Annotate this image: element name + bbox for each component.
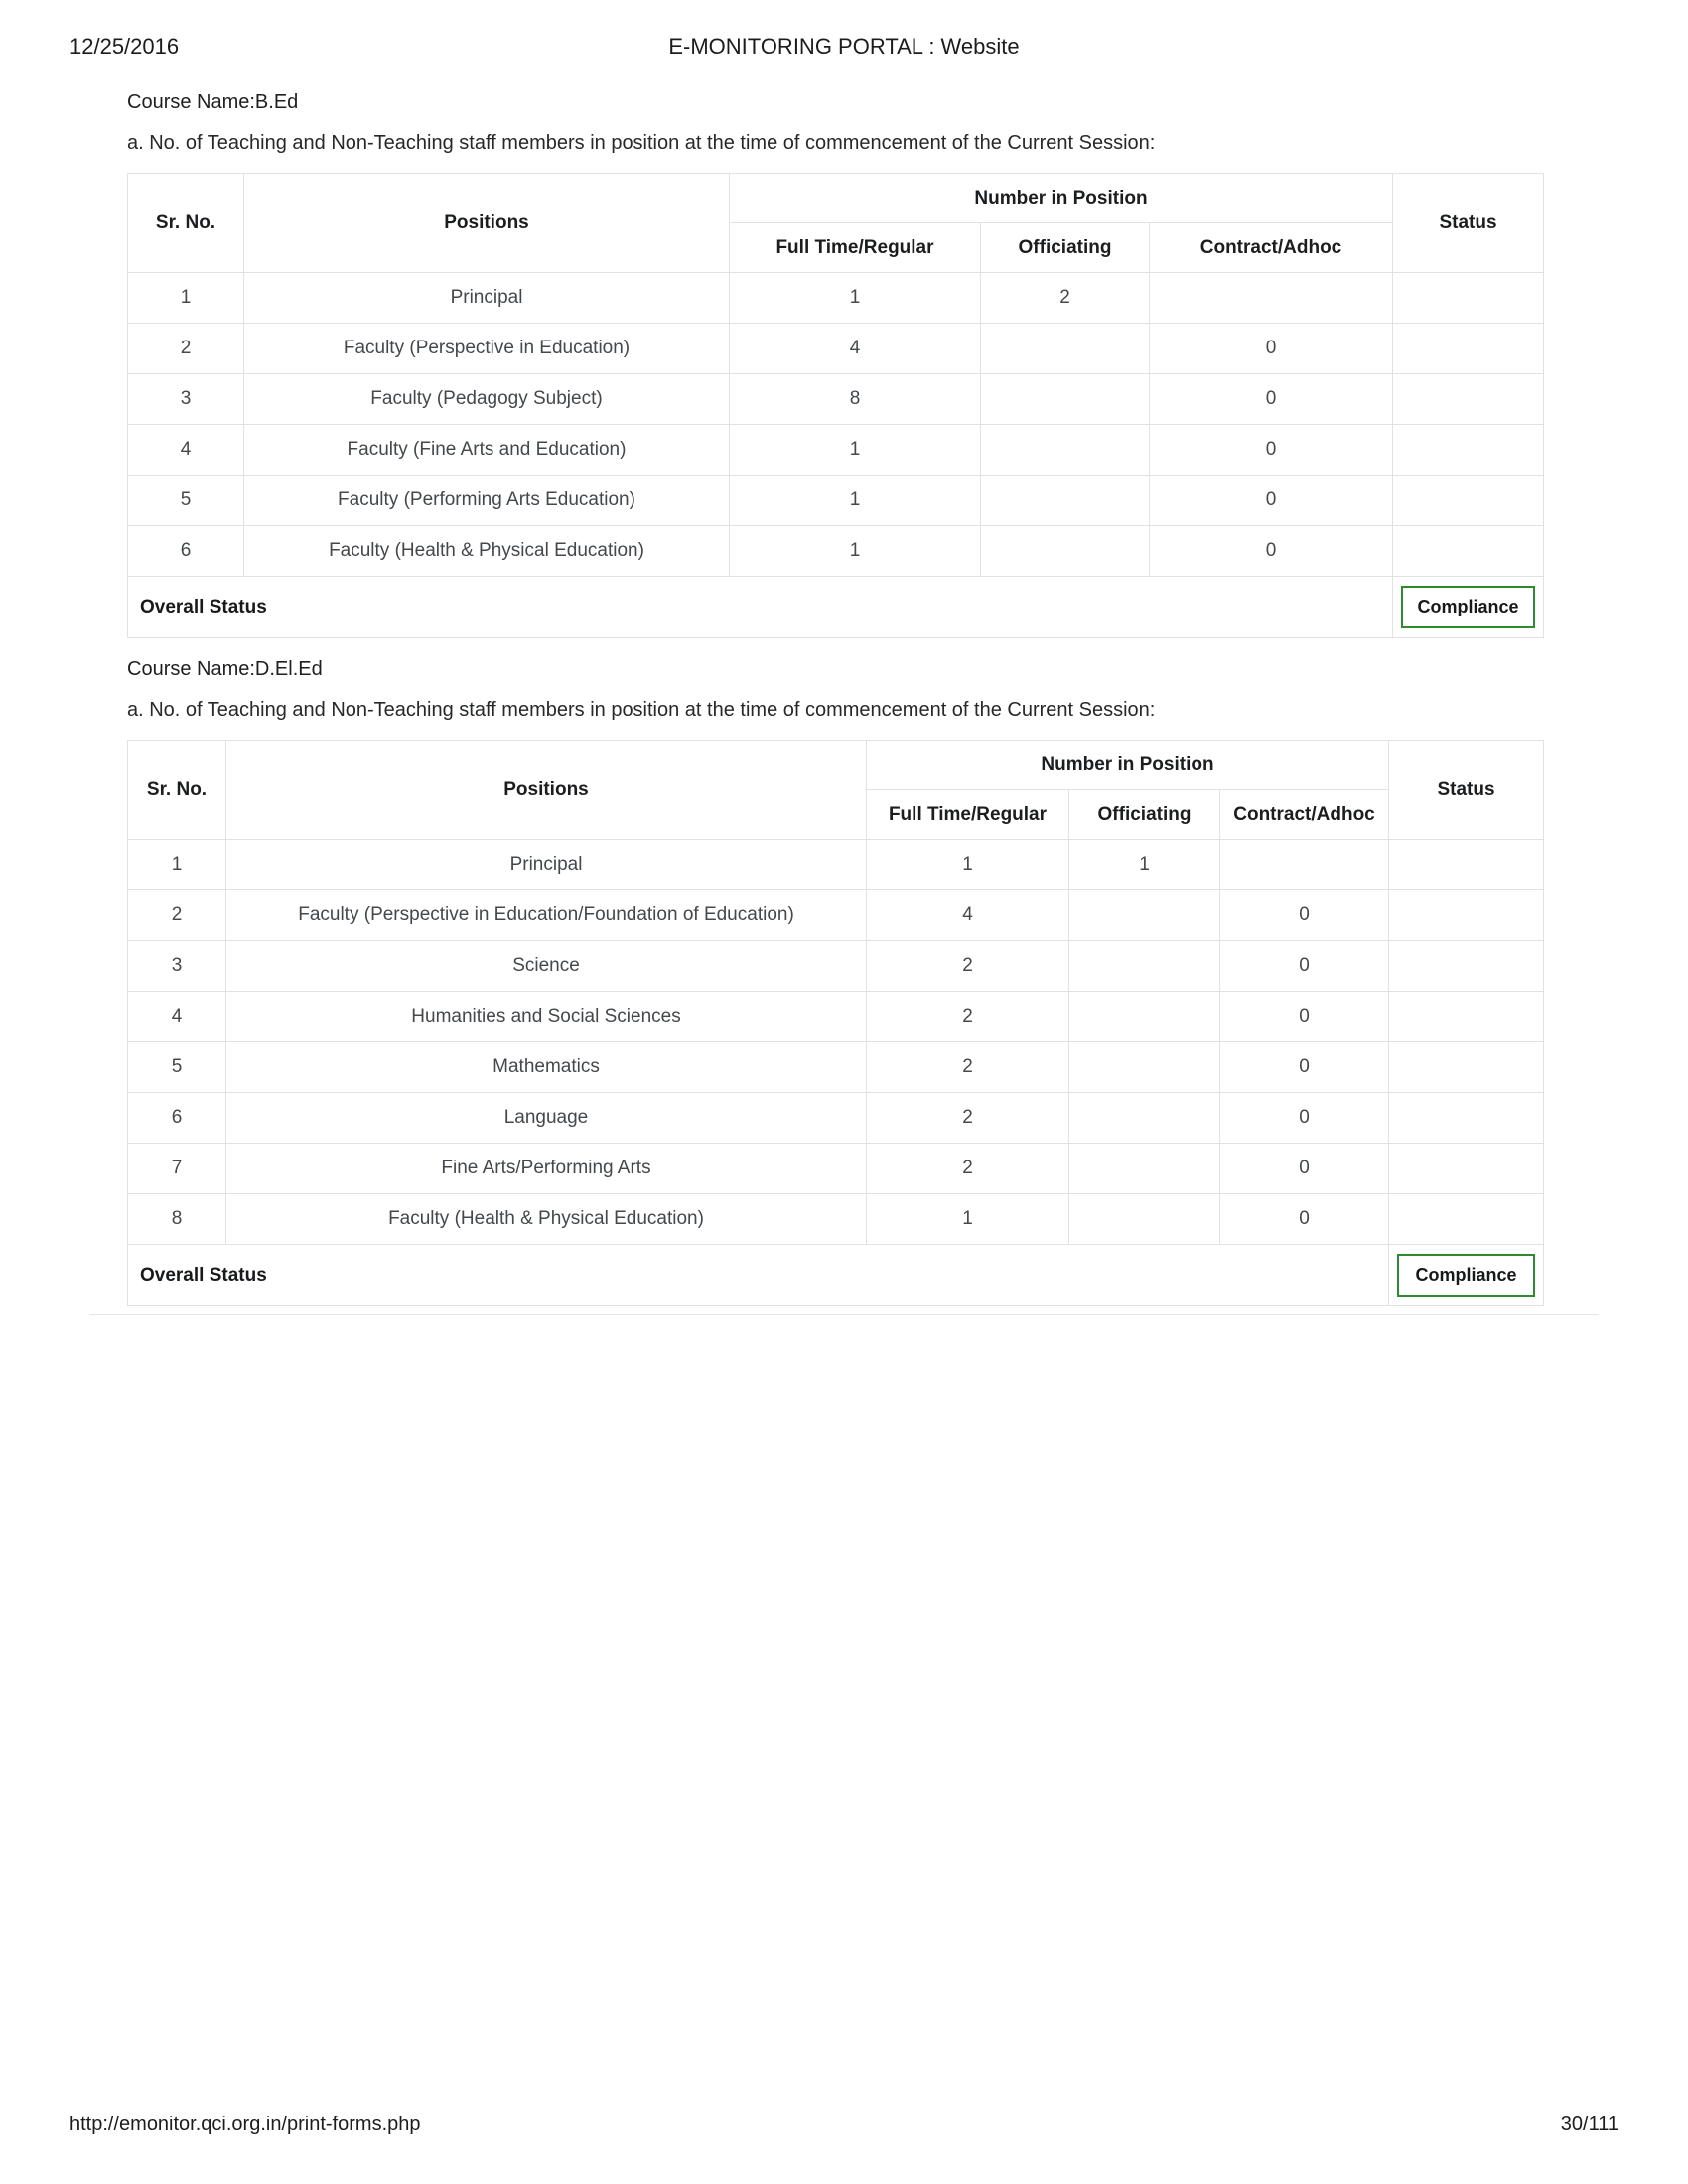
col-header-contract: Contract/Adhoc <box>1150 223 1393 273</box>
overall-status-row <box>128 1245 1544 1306</box>
position-cell: Faculty (Health & Physical Education) <box>226 1194 867 1245</box>
full-time-cell: 4 <box>730 324 981 374</box>
officiating-cell <box>1069 941 1220 992</box>
sr-cell: 8 <box>128 1194 226 1245</box>
status-cell <box>1393 324 1544 374</box>
section-intro: a. No. of Teaching and Non-Teaching staff members in position at the time of commencement of the Current Session: <box>127 132 1156 154</box>
table-row <box>128 840 1544 890</box>
sr-cell: 3 <box>128 941 226 992</box>
sr-cell: 3 <box>128 374 244 425</box>
officiating-cell <box>981 526 1150 577</box>
position-cell: Mathematics <box>226 1042 867 1093</box>
contract-cell: 0 <box>1150 425 1393 476</box>
position-cell: Faculty (Pedagogy Subject) <box>244 374 730 425</box>
col-header-contract: Contract/Adhoc <box>1220 790 1389 840</box>
overall-status-cell <box>1393 577 1544 638</box>
officiating-cell <box>1069 890 1220 941</box>
course-section-bed <box>127 91 1543 638</box>
position-cell: Language <box>226 1093 867 1144</box>
overall-status-cell <box>1389 1245 1544 1306</box>
officiating-cell <box>1069 1144 1220 1194</box>
position-cell: Faculty (Perspective in Education/Foundation of Education) <box>226 890 867 941</box>
course-name: Course Name:D.El.Ed <box>127 658 323 680</box>
col-header-positions: Positions <box>244 174 730 273</box>
contract-cell: 0 <box>1220 941 1389 992</box>
full-time-cell: 1 <box>730 425 981 476</box>
print-footer <box>70 2114 1618 2136</box>
position-cell: Fine Arts/Performing Arts <box>226 1144 867 1194</box>
officiating-cell <box>1069 1194 1220 1245</box>
status-cell <box>1393 425 1544 476</box>
contract-cell <box>1150 273 1393 324</box>
position-cell: Principal <box>244 273 730 324</box>
sr-cell: 5 <box>128 1042 226 1093</box>
staff-table-deled <box>127 740 1544 1306</box>
officiating-cell <box>1069 1093 1220 1144</box>
full-time-cell: 2 <box>867 992 1069 1042</box>
sr-cell: 5 <box>128 476 244 526</box>
status-cell <box>1389 840 1544 890</box>
col-header-sr-no: Sr. No. <box>128 741 226 840</box>
table-row <box>128 324 1544 374</box>
footer-url: http://emonitor.qci.org.in/print-forms.php <box>70 2114 421 2135</box>
status-cell <box>1389 992 1544 1042</box>
position-cell: Faculty (Fine Arts and Education) <box>244 425 730 476</box>
overall-status-label: Overall Status <box>128 577 1393 638</box>
full-time-cell: 1 <box>730 526 981 577</box>
sr-cell: 7 <box>128 1144 226 1194</box>
col-header-full-time: Full Time/Regular <box>730 223 981 273</box>
table-row <box>128 1093 1544 1144</box>
staff-table-bed <box>127 173 1544 638</box>
officiating-cell <box>981 374 1150 425</box>
full-time-cell: 4 <box>867 890 1069 941</box>
print-date: 12/25/2016 <box>70 34 180 59</box>
col-header-full-time: Full Time/Regular <box>867 790 1069 840</box>
col-header-number-in-position: Number in Position <box>730 174 1393 223</box>
col-header-officiating: Officiating <box>981 223 1150 273</box>
full-time-cell: 1 <box>867 1194 1069 1245</box>
sr-cell: 4 <box>128 992 226 1042</box>
sr-cell: 6 <box>128 526 244 577</box>
col-header-officiating: Officiating <box>1069 790 1220 840</box>
full-time-cell: 2 <box>867 1042 1069 1093</box>
contract-cell: 0 <box>1220 1042 1389 1093</box>
contract-cell: 0 <box>1150 324 1393 374</box>
full-time-cell: 1 <box>730 476 981 526</box>
contract-cell: 0 <box>1150 476 1393 526</box>
position-cell: Principal <box>226 840 867 890</box>
compliance-status-badge: Compliance <box>1397 1254 1534 1297</box>
table-row <box>128 1194 1544 1245</box>
officiating-cell <box>1069 992 1220 1042</box>
contract-cell: 0 <box>1220 1194 1389 1245</box>
contract-cell: 0 <box>1150 526 1393 577</box>
status-cell <box>1389 941 1544 992</box>
status-cell <box>1389 1093 1544 1144</box>
officiating-cell <box>1069 1042 1220 1093</box>
col-header-status: Status <box>1393 174 1544 273</box>
status-cell <box>1389 890 1544 941</box>
contract-cell: 0 <box>1220 1093 1389 1144</box>
contract-cell: 0 <box>1220 1144 1389 1194</box>
table-row <box>128 374 1544 425</box>
table-row <box>128 992 1544 1042</box>
status-cell <box>1389 1194 1544 1245</box>
table-row <box>128 1144 1544 1194</box>
status-cell <box>1393 526 1544 577</box>
table-header <box>128 174 1544 273</box>
status-cell <box>1393 476 1544 526</box>
section-intro: a. No. of Teaching and Non-Teaching staff members in position at the time of commencement of the Current Session: <box>127 699 1156 721</box>
footer-page-number: 30/111 <box>1560 2114 1618 2135</box>
contract-cell: 0 <box>1220 890 1389 941</box>
officiating-cell: 1 <box>1069 840 1220 890</box>
position-cell: Science <box>226 941 867 992</box>
officiating-cell <box>981 476 1150 526</box>
full-time-cell: 2 <box>867 1093 1069 1144</box>
officiating-cell <box>981 425 1150 476</box>
contract-cell: 0 <box>1150 374 1393 425</box>
sr-cell: 1 <box>128 840 226 890</box>
table-row <box>128 526 1544 577</box>
table-row <box>128 273 1544 324</box>
sr-cell: 4 <box>128 425 244 476</box>
sr-cell: 6 <box>128 1093 226 1144</box>
full-time-cell: 8 <box>730 374 981 425</box>
compliance-status-badge: Compliance <box>1401 586 1534 628</box>
table-row <box>128 425 1544 476</box>
col-header-number-in-position: Number in Position <box>867 741 1389 790</box>
page-title: E-MONITORING PORTAL : Website <box>668 34 1020 59</box>
section-divider <box>89 1314 1599 1315</box>
col-header-sr-no: Sr. No. <box>128 174 244 273</box>
full-time-cell: 2 <box>867 941 1069 992</box>
officiating-cell: 2 <box>981 273 1150 324</box>
overall-status-row <box>128 577 1544 638</box>
contract-cell <box>1220 840 1389 890</box>
status-cell <box>1393 374 1544 425</box>
full-time-cell: 1 <box>730 273 981 324</box>
position-cell: Humanities and Social Sciences <box>226 992 867 1042</box>
status-cell <box>1389 1042 1544 1093</box>
status-cell <box>1389 1144 1544 1194</box>
position-cell: Faculty (Performing Arts Education) <box>244 476 730 526</box>
table-row <box>128 1042 1544 1093</box>
overall-status-label: Overall Status <box>128 1245 1389 1306</box>
table-header <box>128 741 1544 840</box>
sr-cell: 2 <box>128 890 226 941</box>
sr-cell: 2 <box>128 324 244 374</box>
table-row <box>128 941 1544 992</box>
status-cell <box>1393 273 1544 324</box>
full-time-cell: 1 <box>867 840 1069 890</box>
col-header-positions: Positions <box>226 741 867 840</box>
position-cell: Faculty (Health & Physical Education) <box>244 526 730 577</box>
table-row <box>128 476 1544 526</box>
officiating-cell <box>981 324 1150 374</box>
full-time-cell: 2 <box>867 1144 1069 1194</box>
course-name: Course Name:B.Ed <box>127 91 299 113</box>
sr-cell: 1 <box>128 273 244 324</box>
contract-cell: 0 <box>1220 992 1389 1042</box>
course-section-deled <box>127 658 1543 1306</box>
print-header <box>0 0 1688 71</box>
position-cell: Faculty (Perspective in Education) <box>244 324 730 374</box>
col-header-status: Status <box>1389 741 1544 840</box>
table-row <box>128 890 1544 941</box>
